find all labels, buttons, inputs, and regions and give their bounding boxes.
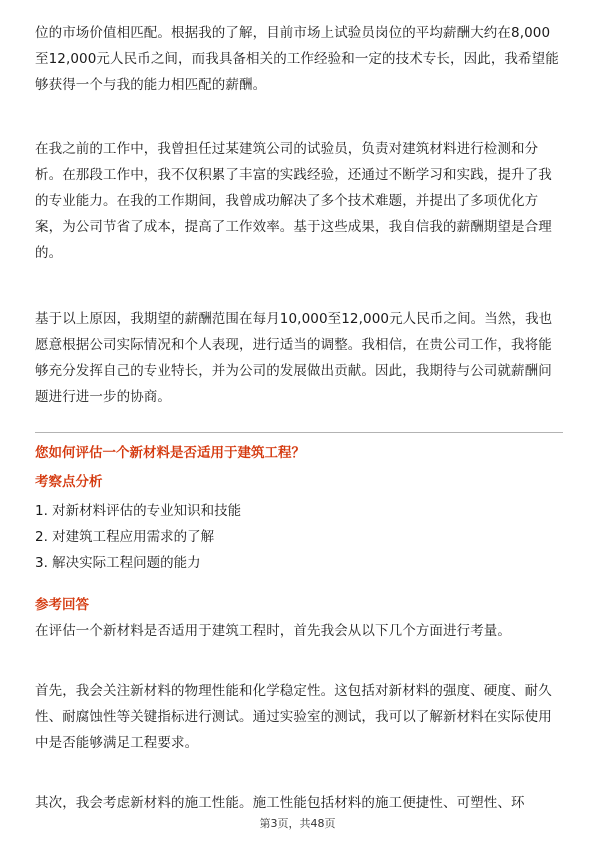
analysis-list [35,498,241,576]
answer-paragraph-1: 在评估一个新材料是否适用于建筑工程时，首先我会从以下几个方面进行考量。 [35,623,511,639]
page-footer: 第3页，共48页 [259,817,336,830]
list-item: 2. 对建筑工程应用需求的了解 [35,529,215,545]
question-title: 您如何评估一个新材料是否适用于建筑工程？ [35,445,305,461]
salary-paragraph-1: 位的市场价值相匹配。根据我的了解，目前市场上试验员岗位的平均薪酬大约在8,000至12,000元人民币之间，而我具备相关的工作经验和一定的技术专长，因此，我希望能够获得一个与我的能力相匹配的薪酬。 [35,25,559,93]
list-item: 3. 解决实际工程问题的能力 [35,555,201,571]
section-divider [35,432,563,433]
analysis-heading: 考察点分析 [35,474,103,490]
salary-paragraph-2: 在我之前的工作中，我曾担任过某建筑公司的试验员，负责对建筑材料进行检测和分析。在那段工作中，我不仅积累了丰富的实践经验，还通过不断学习和实践，提升了我的专业能力。在我的工作期间，我曾成功解决了多个技术难题，并提出了多项优化方案，为公司节省了成本，提高了工作效率。基于这些成果，我自信我的薪酬期望是合理的。 [35,141,552,261]
answer-paragraph-2: 首先，我会关注新材料的物理性能和化学稳定性。这包括对新材料的强度、硬度、耐久性、耐腐蚀性等关键指标进行测试。通过实验室的测试，我可以了解新材料在实际使用中是否能够满足工程要求。 [35,683,552,751]
list-item: 1. 对新材料评估的专业知识和技能 [35,503,242,519]
salary-paragraph-3: 基于以上原因，我期望的薪酬范围在每月10,000至12,000元人民币之间。当然，我也愿意根据公司实际情况和个人表现，进行适当的调整。我相信，在贵公司工作，我将能够充分发挥自己的专业特长，并为公司的发展做出贡献。因此，我期待与公司就薪酬问题进行进一步的协商。 [35,311,553,405]
answer-paragraph-3: 其次，我会考虑新材料的施工性能。施工性能包括材料的施工便捷性、可塑性、环 [35,795,525,811]
answer-heading: 参考回答 [35,597,89,613]
